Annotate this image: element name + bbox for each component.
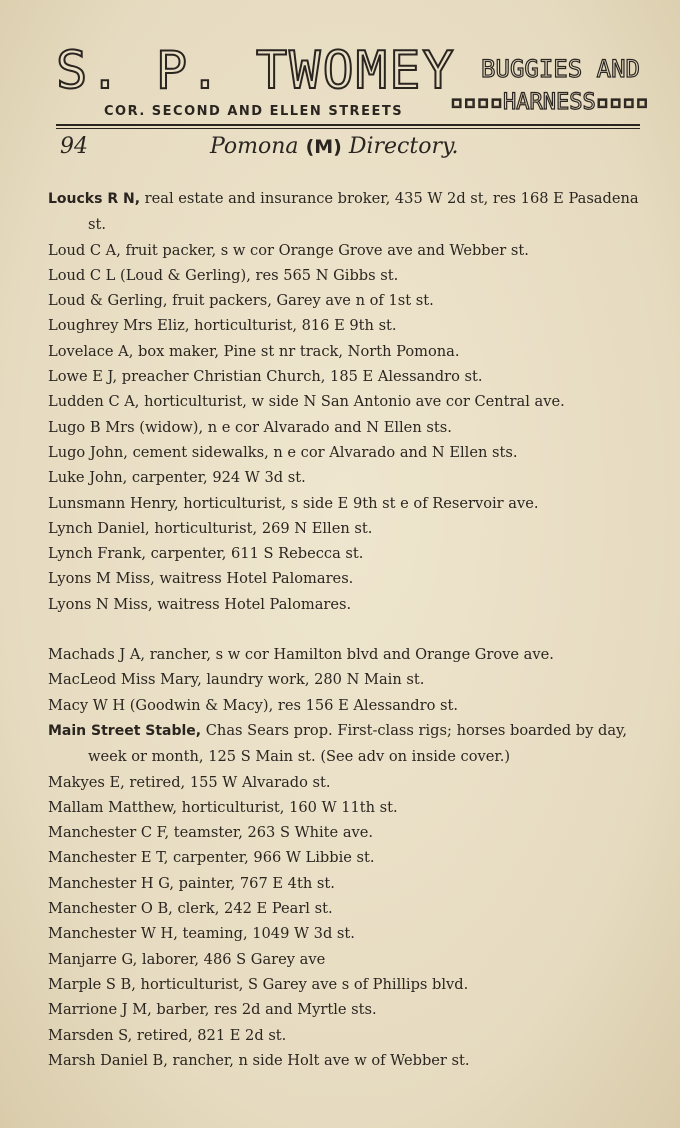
directory-entry xyxy=(48,667,640,692)
directory-entry xyxy=(48,820,640,845)
running-title xyxy=(210,134,458,159)
entry-details: horticulturist, s side E 9th st e of Reservoir ave. xyxy=(178,494,539,512)
directory-entry xyxy=(48,795,640,820)
advertisement-header xyxy=(56,40,649,132)
entry-details: fruit packers, Garey ave n of 1st st. xyxy=(167,292,434,310)
entry-name: Lyons M Miss, xyxy=(48,570,155,588)
entry-name: Loughrey Mrs Eliz, xyxy=(48,317,190,335)
entry-details: laborer, 486 S Garey ave xyxy=(137,950,326,968)
entry-details: clerk, 242 E Pearl st. xyxy=(172,900,333,918)
running-title-directory: Directory. xyxy=(348,134,459,159)
entry-details: (Loud & Gerling), res 565 N Gibbs st. xyxy=(115,266,399,284)
entry-details: carpenter, 611 S Rebecca st. xyxy=(145,545,364,563)
running-title-city: Pomona xyxy=(210,134,299,159)
entry-name: Lugo John, xyxy=(48,443,128,461)
entry-name: Marsden S, xyxy=(48,1026,133,1044)
entry-group-l xyxy=(48,186,640,617)
entry-details: box maker, Pine st nr track, North Pomona. xyxy=(133,342,460,360)
directory-entry xyxy=(48,339,640,364)
page-number: 94 xyxy=(60,134,88,159)
directory-entry xyxy=(48,921,640,946)
entry-details: waitress Hotel Palomares. xyxy=(152,595,352,613)
entry-name: Lyons N Miss, xyxy=(48,595,153,613)
entry-details: rancher, n side Holt ave w of Webber st. xyxy=(167,1051,470,1069)
entry-details: painter, 767 E 4th st. xyxy=(174,874,335,892)
entry-name: Lovelace A, xyxy=(48,342,134,360)
entry-name: Manchester W H, xyxy=(48,925,178,943)
entry-name: Marrione J M, xyxy=(48,1001,152,1019)
entry-details: horticulturist, w side N San Antonio ave cor Central ave. xyxy=(139,393,565,411)
directory-entry xyxy=(48,1048,640,1073)
directory-entry xyxy=(48,770,640,795)
entry-name: Machads J A, xyxy=(48,646,146,664)
directory-entry xyxy=(48,896,640,921)
entry-name: Macy W H xyxy=(48,696,126,714)
brand-address: COR. SECOND AND ELLEN STREETS xyxy=(104,104,404,119)
entry-name: Luke John, xyxy=(48,469,128,487)
entry-details: laundry work, 280 N Main st. xyxy=(201,671,425,689)
running-head xyxy=(56,130,640,166)
entry-details: retired, 155 W Alvarado st. xyxy=(124,773,331,791)
directory-entry xyxy=(48,592,640,617)
entry-group-m xyxy=(48,642,640,1073)
directory-entry xyxy=(48,718,640,770)
entry-name: Lynch Daniel, xyxy=(48,519,150,537)
header-rule-bottom xyxy=(56,128,640,129)
directory-entry xyxy=(48,465,640,490)
entry-details: (widow), n e cor Alvarado and N Ellen sts. xyxy=(134,418,452,436)
entry-details: horticulturist, 816 E 9th st. xyxy=(189,317,397,335)
running-title-mark: (M) xyxy=(305,136,342,158)
directory-entry xyxy=(48,186,640,238)
directory-entry xyxy=(48,871,640,896)
entry-name: Loud & Gerling, xyxy=(48,292,168,310)
directory-entry xyxy=(48,947,640,972)
brand-name: S. P. TWOMEY xyxy=(56,41,456,101)
directory-entry xyxy=(48,288,640,313)
directory-entry xyxy=(48,491,640,516)
entry-name: Marple S B, xyxy=(48,975,136,993)
entry-details: Chas Sears prop. First-class rigs; horses boarded by day, week or month, 125 S Main st. (See adv on inside cover.) xyxy=(88,721,627,766)
entry-name: Lugo B Mrs xyxy=(48,418,135,436)
entry-name: Manchester O B, xyxy=(48,900,173,918)
entry-details: retired, 821 E 2d st. xyxy=(132,1026,287,1044)
directory-entry xyxy=(48,1023,640,1048)
entry-name: Main Street Stable, xyxy=(48,722,202,739)
entry-name: Lunsmann Henry, xyxy=(48,494,179,512)
directory-entry xyxy=(48,440,640,465)
tagline-line-2: ▫▫▫▫HARNESS▫▫▫▫ xyxy=(450,90,649,115)
entry-name: MacLeod Miss Mary, xyxy=(48,671,202,689)
directory-entries xyxy=(48,186,640,1073)
header-rule-top xyxy=(56,124,640,126)
entry-name: Lowe E J, xyxy=(48,368,118,386)
entry-name: Manchester C F, xyxy=(48,824,170,842)
entry-details: waitress Hotel Palomares. xyxy=(154,570,354,588)
entry-name: Ludden C A, xyxy=(48,393,140,411)
entry-name: Loud C L xyxy=(48,266,116,284)
directory-entry xyxy=(48,541,640,566)
directory-entry xyxy=(48,415,640,440)
entry-name: Mallam Matthew, xyxy=(48,798,177,816)
entry-details: teamster, 263 S White ave. xyxy=(169,824,374,842)
entry-details: horticulturist, 269 N Ellen st. xyxy=(149,519,373,537)
directory-entry xyxy=(48,693,640,718)
entry-details: rancher, s w cor Hamilton blvd and Orange Grove ave. xyxy=(145,646,554,664)
directory-entry xyxy=(48,364,640,389)
directory-entry xyxy=(48,389,640,414)
directory-entry xyxy=(48,238,640,263)
entry-details: cement sidewalks, n e cor Alvarado and N Ellen sts. xyxy=(127,443,518,461)
entry-name: Manchester H G, xyxy=(48,874,174,892)
entry-details: carpenter, 924 W 3d st. xyxy=(127,469,306,487)
entry-name: Loud C A, xyxy=(48,241,121,259)
brand-tagline xyxy=(450,52,649,120)
entry-details: teaming, 1049 W 3d st. xyxy=(177,925,355,943)
directory-entry xyxy=(48,263,640,288)
entry-name: Lynch Frank, xyxy=(48,545,146,563)
entry-details: horticulturist, S Garey ave s of Phillips blvd. xyxy=(135,975,469,993)
directory-entry xyxy=(48,516,640,541)
directory-entry xyxy=(48,313,640,338)
directory-entry xyxy=(48,997,640,1022)
entry-name: Loucks R N, xyxy=(48,191,141,207)
entry-details: (Goodwin & Macy), res 156 E Alessandro st. xyxy=(125,696,459,714)
group-spacer xyxy=(48,617,640,642)
entry-details: barber, res 2d and Myrtle sts. xyxy=(151,1001,377,1019)
entry-details: carpenter, 966 W Libbie st. xyxy=(168,849,375,867)
entry-details: preacher Christian Church, 185 E Alessandro st. xyxy=(117,368,483,386)
entry-name: Manjarre G, xyxy=(48,950,138,968)
directory-entry xyxy=(48,566,640,591)
directory-entry xyxy=(48,972,640,997)
entry-name: Makyes E, xyxy=(48,773,125,791)
entry-details: horticulturist, 160 W 11th st. xyxy=(176,798,398,816)
entry-details: real estate and insurance broker, 435 W 2d st, res 168 E Pasadena st. xyxy=(88,190,639,234)
entry-name: Manchester E T, xyxy=(48,849,169,867)
tagline-line-1: BUGGIES AND xyxy=(481,55,640,83)
entry-details: fruit packer, s w cor Orange Grove ave and Webber st. xyxy=(120,241,529,259)
directory-entry xyxy=(48,642,640,667)
entry-name: Marsh Daniel B, xyxy=(48,1051,168,1069)
directory-entry xyxy=(48,845,640,870)
